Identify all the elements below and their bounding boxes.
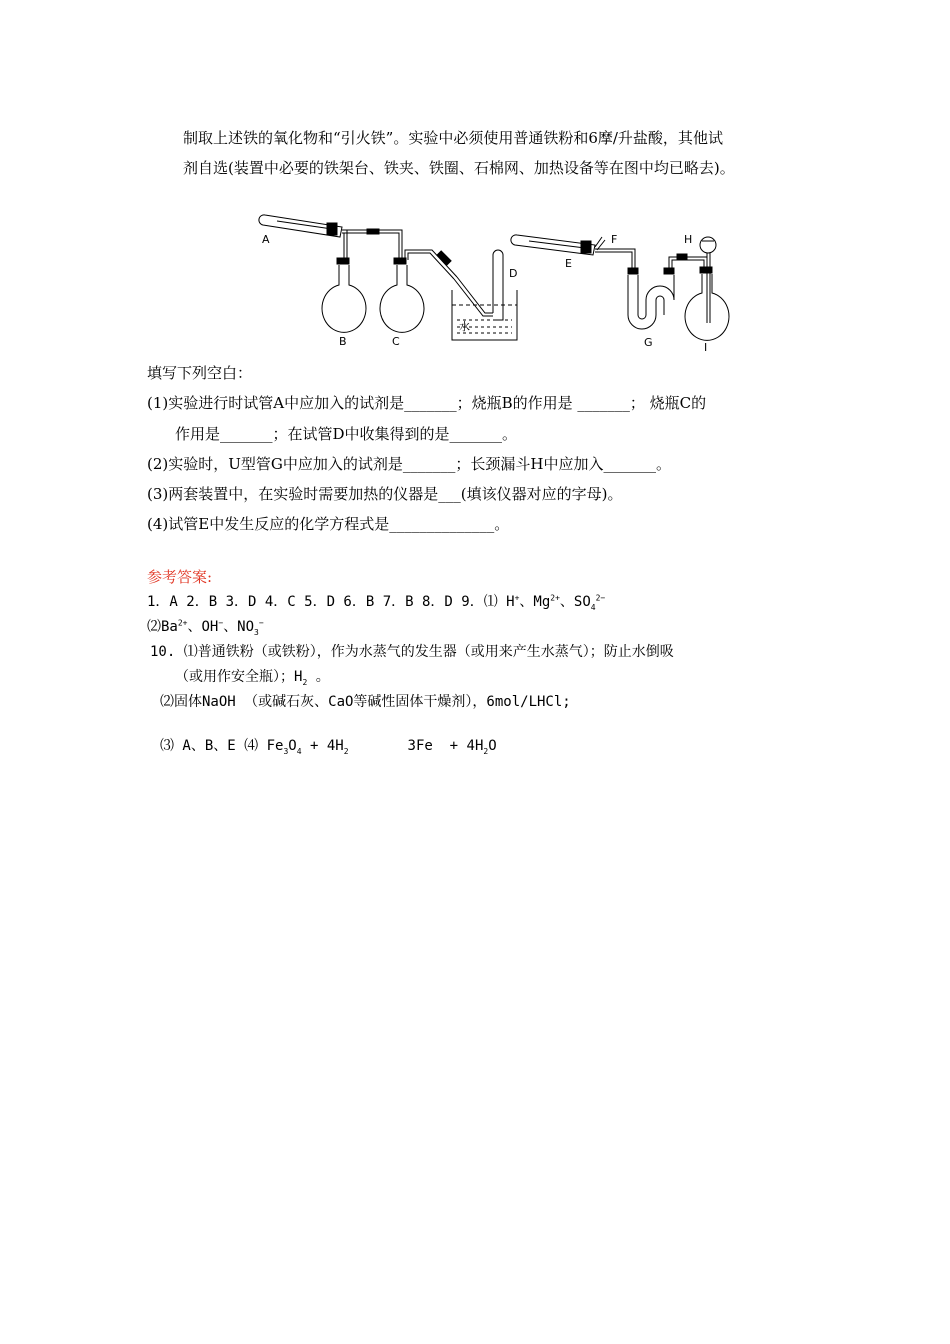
answer-10-line-1: 10. ⑴普通铁粉（或铁粉），作为水蒸气的发生器（或用来产生水蒸气）；防止水倒吸 <box>150 644 674 660</box>
long-neck-funnel-h <box>707 253 710 323</box>
label-f: F <box>611 233 618 246</box>
question-3: (3)两套装置中，在实验时需要加热的仪器是___(填该仪器对应的字母)。 <box>147 485 623 503</box>
label-water: 水 <box>459 320 470 333</box>
answers-line-2: $⑵Ba^{2+}$、OH−、$NO_3^-$ <box>147 618 264 637</box>
label-b: B <box>339 335 347 348</box>
label-e: E <box>565 257 572 270</box>
tube-a-to-b <box>342 230 347 260</box>
question-1-line-2: 作用是_______；在试管D中收集得到的是_______。 <box>175 425 518 443</box>
label-c: C <box>392 335 400 348</box>
answers-heading: 参考答案: <box>147 568 213 586</box>
flask-c <box>380 265 424 332</box>
apparatus-diagram <box>247 205 747 355</box>
label-g: G <box>644 336 653 349</box>
tube-f <box>595 237 605 250</box>
question-2: (2)实验时，U型管G中应加入的试剂是_______；长颈漏斗H中应加入_______。 <box>147 455 671 473</box>
answer-10-part-3-4: ⑶ A、B、E ⑷ $Fe_3O_4 + 4H_2$ $3Fe + 4H_2O$ <box>160 738 497 756</box>
answer-10-part-2: ⑵固体NaOH （或碱石灰、CaO等碱性固体干燥剂），6mol/LHCl; <box>160 694 571 710</box>
answer-10-line-2: （或用作安全瓶）；$H_2$ 。 <box>175 669 330 687</box>
label-a: A <box>262 233 270 246</box>
test-tube-d <box>493 250 503 320</box>
intro-line-2: 剂自选(装置中必要的铁架台、铁夹、铁圈、石棉网、加热设备等在图中均已略去)。 <box>183 159 735 177</box>
flask-b <box>322 265 366 332</box>
label-h: H <box>684 233 693 246</box>
intro-line-1: 制取上述铁的氧化物和“引火铁”。实验中必须使用普通铁粉和6摩/升盐酸，其他试 <box>183 129 723 147</box>
question-4: (4)试管E中发生反应的化学方程式是______________。 <box>147 515 510 533</box>
label-i: I <box>704 341 708 354</box>
label-d: D <box>509 267 518 280</box>
questions-prompt: 填写下列空白： <box>147 364 253 382</box>
answers-line-1: 1．A 2．B 3．D 4．C 5．D 6．B 7．B 8．D 9．⑴ H+、$Mg^{2+}$、$SO_4^{2-}$ <box>147 593 606 612</box>
question-1-line-1: (1)实验进行时试管A中应加入的试剂是_______；烧瓶B的作用是 _______； 烧瓶C的 <box>147 394 707 412</box>
